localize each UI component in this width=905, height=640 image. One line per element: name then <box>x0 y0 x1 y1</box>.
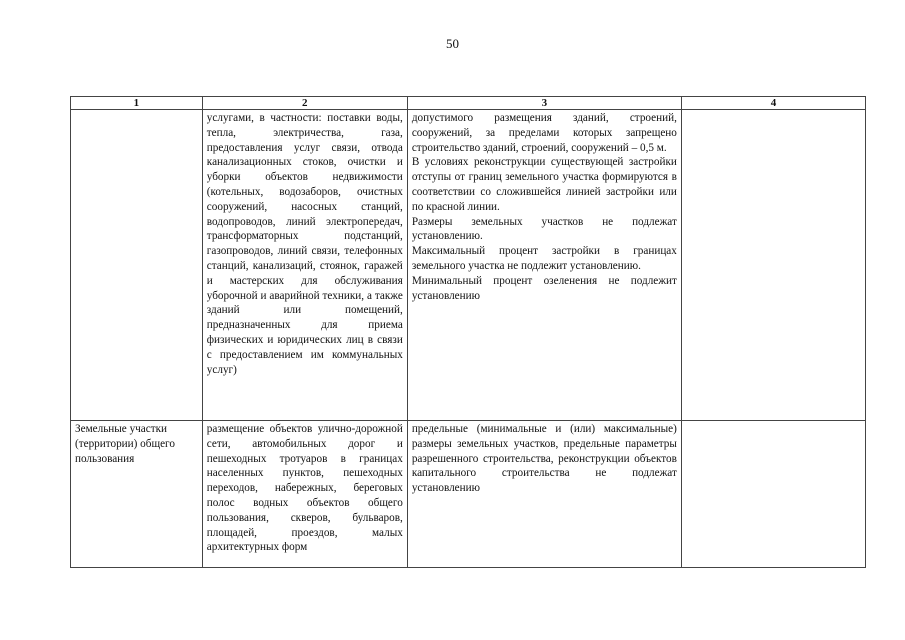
row2-parameters-cell <box>407 421 681 568</box>
column-header-2: 2 <box>202 97 407 110</box>
row2-permitted-use-text: размещение объектов улично-дорожной сети, автомобильных дорог и пешеходных тротуаров в границах населенных пунктов, пешеходных переходов, набережных, береговых полос водных объектов общего пользования, скверов, бульваров, площадей, проездов, малых архитектурных форм <box>206 423 403 554</box>
row1-permitted-use-text: услугами, в частности: поставки воды, тепла, электричества, газа, предоставления услуг связи, отвода канализационных стоков, очистки и уборки объектов недвижимости (котельных, водозаборов, очистных сооружений, насосных станций, водопроводов, линий электропередач, трансформаторных подстанций, газопроводов, линий связи, телефонных станций, канализаций, стоянок, гаражей и мастерских для обслуживания уборочной и аварийной техники, а также зданий или помещений, предназначенных для приема физических и юридических лиц в связи с предоставлением им коммунальных услуг) <box>206 112 403 376</box>
regulations-table <box>70 96 866 568</box>
row1-parameters-paragraph: Размеры земельных участков не подлежат установлению. <box>411 215 677 243</box>
row1-notes-cell <box>681 110 865 421</box>
row1-parameters-paragraph: Максимальный процент застройки в границах земельного участка не подлежит установлению. <box>411 245 677 272</box>
row2-parameters-paragraph: предельные (минимальные и (или) максимальные) размеры земельных участков, предельные параметры разрешенного строительства, реконструкции объектов капитального строительства не подлежат установлению <box>411 423 677 495</box>
row1-land-category-cell <box>71 110 203 421</box>
table-row <box>71 421 866 568</box>
column-header-4: 4 <box>681 97 865 110</box>
row2-land-category-cell: Земельные участки (территории) общего пользования <box>71 421 203 568</box>
page-number: 50 <box>446 36 459 51</box>
table-header-row <box>71 97 866 110</box>
row2-notes-cell <box>681 421 865 568</box>
row1-permitted-use-cell <box>202 110 407 421</box>
row1-parameters-paragraph: В условиях реконструкции существующей застройки отступы от границ земельного участка формируются в соответствии со сложившейся линией застройки или по красной линии. <box>411 156 677 213</box>
row2-permitted-use-cell <box>202 421 407 568</box>
row1-parameters-cell <box>407 110 681 421</box>
row1-parameters-paragraph: допустимого размещения зданий, строений, сооружений, за пределами которых запрещено строительство зданий, строений, сооружений – 0,5 м. <box>411 112 677 154</box>
column-header-3: 3 <box>407 97 681 110</box>
column-header-1: 1 <box>71 97 203 110</box>
row1-parameters-paragraph: Минимальный процент озеленения не подлежит установлению <box>411 274 677 302</box>
table-row <box>71 110 866 421</box>
